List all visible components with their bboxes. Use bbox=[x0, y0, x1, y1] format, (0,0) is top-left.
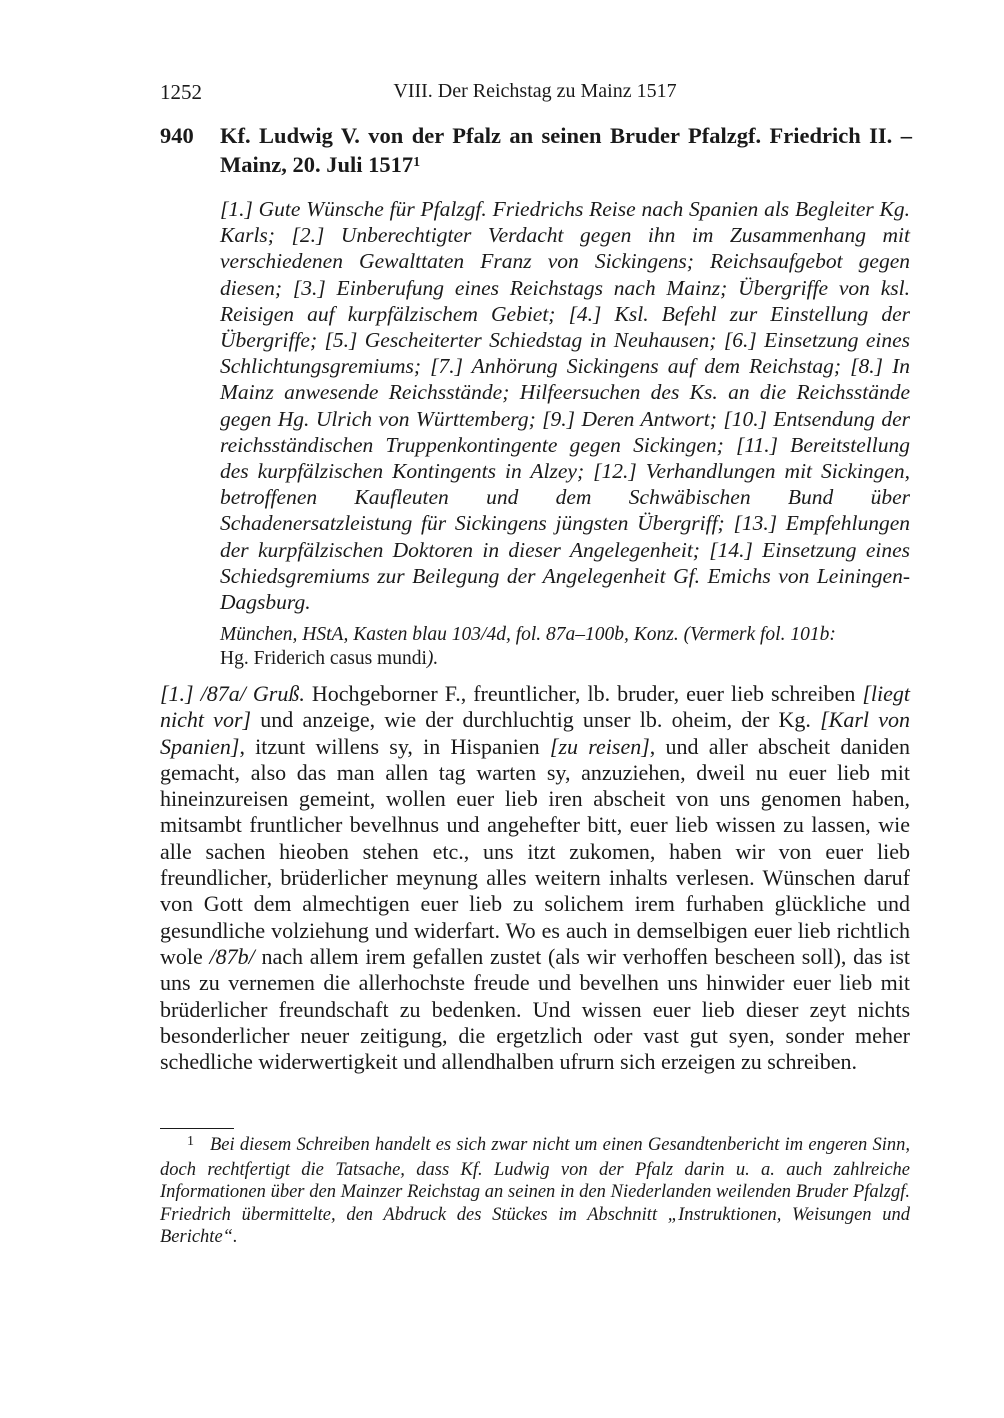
document-number: 940 bbox=[160, 123, 194, 148]
footnote-number: 1 bbox=[187, 1134, 194, 1149]
text-segment: und anzeige, wie der durchluchtig unser lb. oheim, der Kg. bbox=[251, 707, 821, 733]
editorial-note: [liegt nicht vor] bbox=[160, 681, 911, 733]
document-title-text: Kf. Ludwig V. von der Pfalz an seinen Bruder Pfalzgf. Friedrich II. – Mainz, 20. Juli 1517 bbox=[220, 123, 912, 177]
editorial-note: [Karl von Spanien] bbox=[160, 707, 910, 759]
text-segment: , und aller abscheit daniden gemacht, also das man allen tag warten sy, anzuziehen, dweil nu euer lieb mit hineinzureisen gemeint, wollen euer lieb iren abscheit von uns genomen haben, mitsambt fruntlicher bevelhnus und angehefter bitt, euer lieb wissen zu lassen, wie alle sachen hieoben stehen etc., uns itzt zukomen, haben wir von euer lieb freundlicher, brüderlicher meynung alles weitern inhalts verlesen. Wünschen daruf von Gott dem almechtigen euer lieb zu solichem irem furhaben glückliche und gesundliche volziehung und widerfart. Wo es auch in demselbigen euer lieb richtlich wole bbox=[160, 733, 910, 969]
document-heading bbox=[160, 121, 912, 179]
archive-close: ). bbox=[426, 648, 439, 669]
regest-summary: [1.] Gute Wünsche für Pfalzgf. Friedrichs Reise nach Spanien als Begleiter Kg. Karls; [2.] Unberechtigter Verdacht gegen ihn im Zusammenhang mit verschiedenen Gewalttaten Franz von Sickingens; Reichsaufgebot gegen diesen; [3.] Einberufung eines Reichstags nach Mainz; Übergriffe von ksl. Reisigen auf kurpfälzischem Gebiet; [4.] Ksl. Befehl zur Einstellung der Übergriffe; [5.] Gescheiterter Schiedstag in Neuhausen; [6.] Einsetzung eines Schlichtungsgremiums; [7.] Anhörung Sickingens auf dem Reichstag; [8.] In Mainz anwesende Reichsstände; Hilfeersuchen des Ks. an die Reichsstände gegen Hg. Ulrich von Württemberg; [9.] Deren Antwort; [10.] Entsendung der reichsständischen Truppenkontingente gegen Sickingen; [11.] Bereitstellung des kurpfälzischen Kontingents in Alzey; [12.] Verhandlungen mit Sickingen, betroffenen Kaufleuten und dem Schwäbischen Bund über Schadenersatzleistung für Sickingens jüngsten Übergriff; [13.] Empfehlungen der kurpfälzischen Doktoren in dieser Angelegenheit; [14.] Einsetzung eines Schiedsgremiums zur Beilegung der Angelegenheit Gf. Emichs von Leiningen-Dagsburg. bbox=[220, 197, 910, 615]
footnote bbox=[160, 1134, 910, 1249]
running-head bbox=[160, 80, 910, 110]
source-citation bbox=[220, 623, 910, 671]
text-segment: nach allem irem gefallen zustet (als wir verhoffen bescheen soll), das ist uns zu vernemen die allerhochste freude und bevelhen uns hinwider euer lieb mit brüderlicher freundschaft zu bedenken. Und wissen euer lieb dieser zeyt nichts besonderlicher neuer zeitigung, die ergetzlich oder vast gut syen, sonder meher schedliche widerwertigkeit und allendhalben ufrurn sich erzeigen zu schreiben. bbox=[160, 943, 911, 1075]
archive-reference: München, HStA, Kasten blau 103/4d, fol. 87a–100b, Konz. (Vermerk fol. 101b: bbox=[220, 624, 836, 645]
folio-marker: /87b/ bbox=[209, 943, 255, 969]
section-marker: [1.] /87a/ Gruß. bbox=[160, 681, 305, 706]
footnote-divider bbox=[160, 1128, 234, 1129]
footnote-reference[interactable]: 1 bbox=[413, 155, 421, 170]
archive-note: Hg. Friderich casus mundi bbox=[220, 648, 427, 669]
text-segment: , itzunt willens sy, in Hispanien bbox=[239, 733, 550, 759]
chapter-title: VIII. Der Reichstag zu Mainz 1517 bbox=[393, 80, 677, 102]
document-title bbox=[220, 121, 912, 179]
editorial-note: [zu reisen] bbox=[549, 733, 650, 759]
footnote-text: Bei diesem Schreiben handelt es sich zwar nicht um einen Gesandtenbericht im engeren Sinn, doch rechtfertigt die Tatsache, dass Kf. Ludwig von der Pfalz darin u. a. auch zahlreiche Informationen über den Mainzer Reichstag an seinen in den Niederlanden weilenden Bruder Pfalzgf. Friedrich übermittelte, den Abdruck des Stückes im Abschnitt „Instruktionen, Weisungen und Berichte“. bbox=[160, 1135, 910, 1248]
text-segment: Hochgeborner F., freuntlicher, lb. bruder, euer lieb schreiben bbox=[304, 681, 863, 706]
page-number: 1252 bbox=[160, 80, 202, 104]
main-text bbox=[160, 681, 910, 1075]
